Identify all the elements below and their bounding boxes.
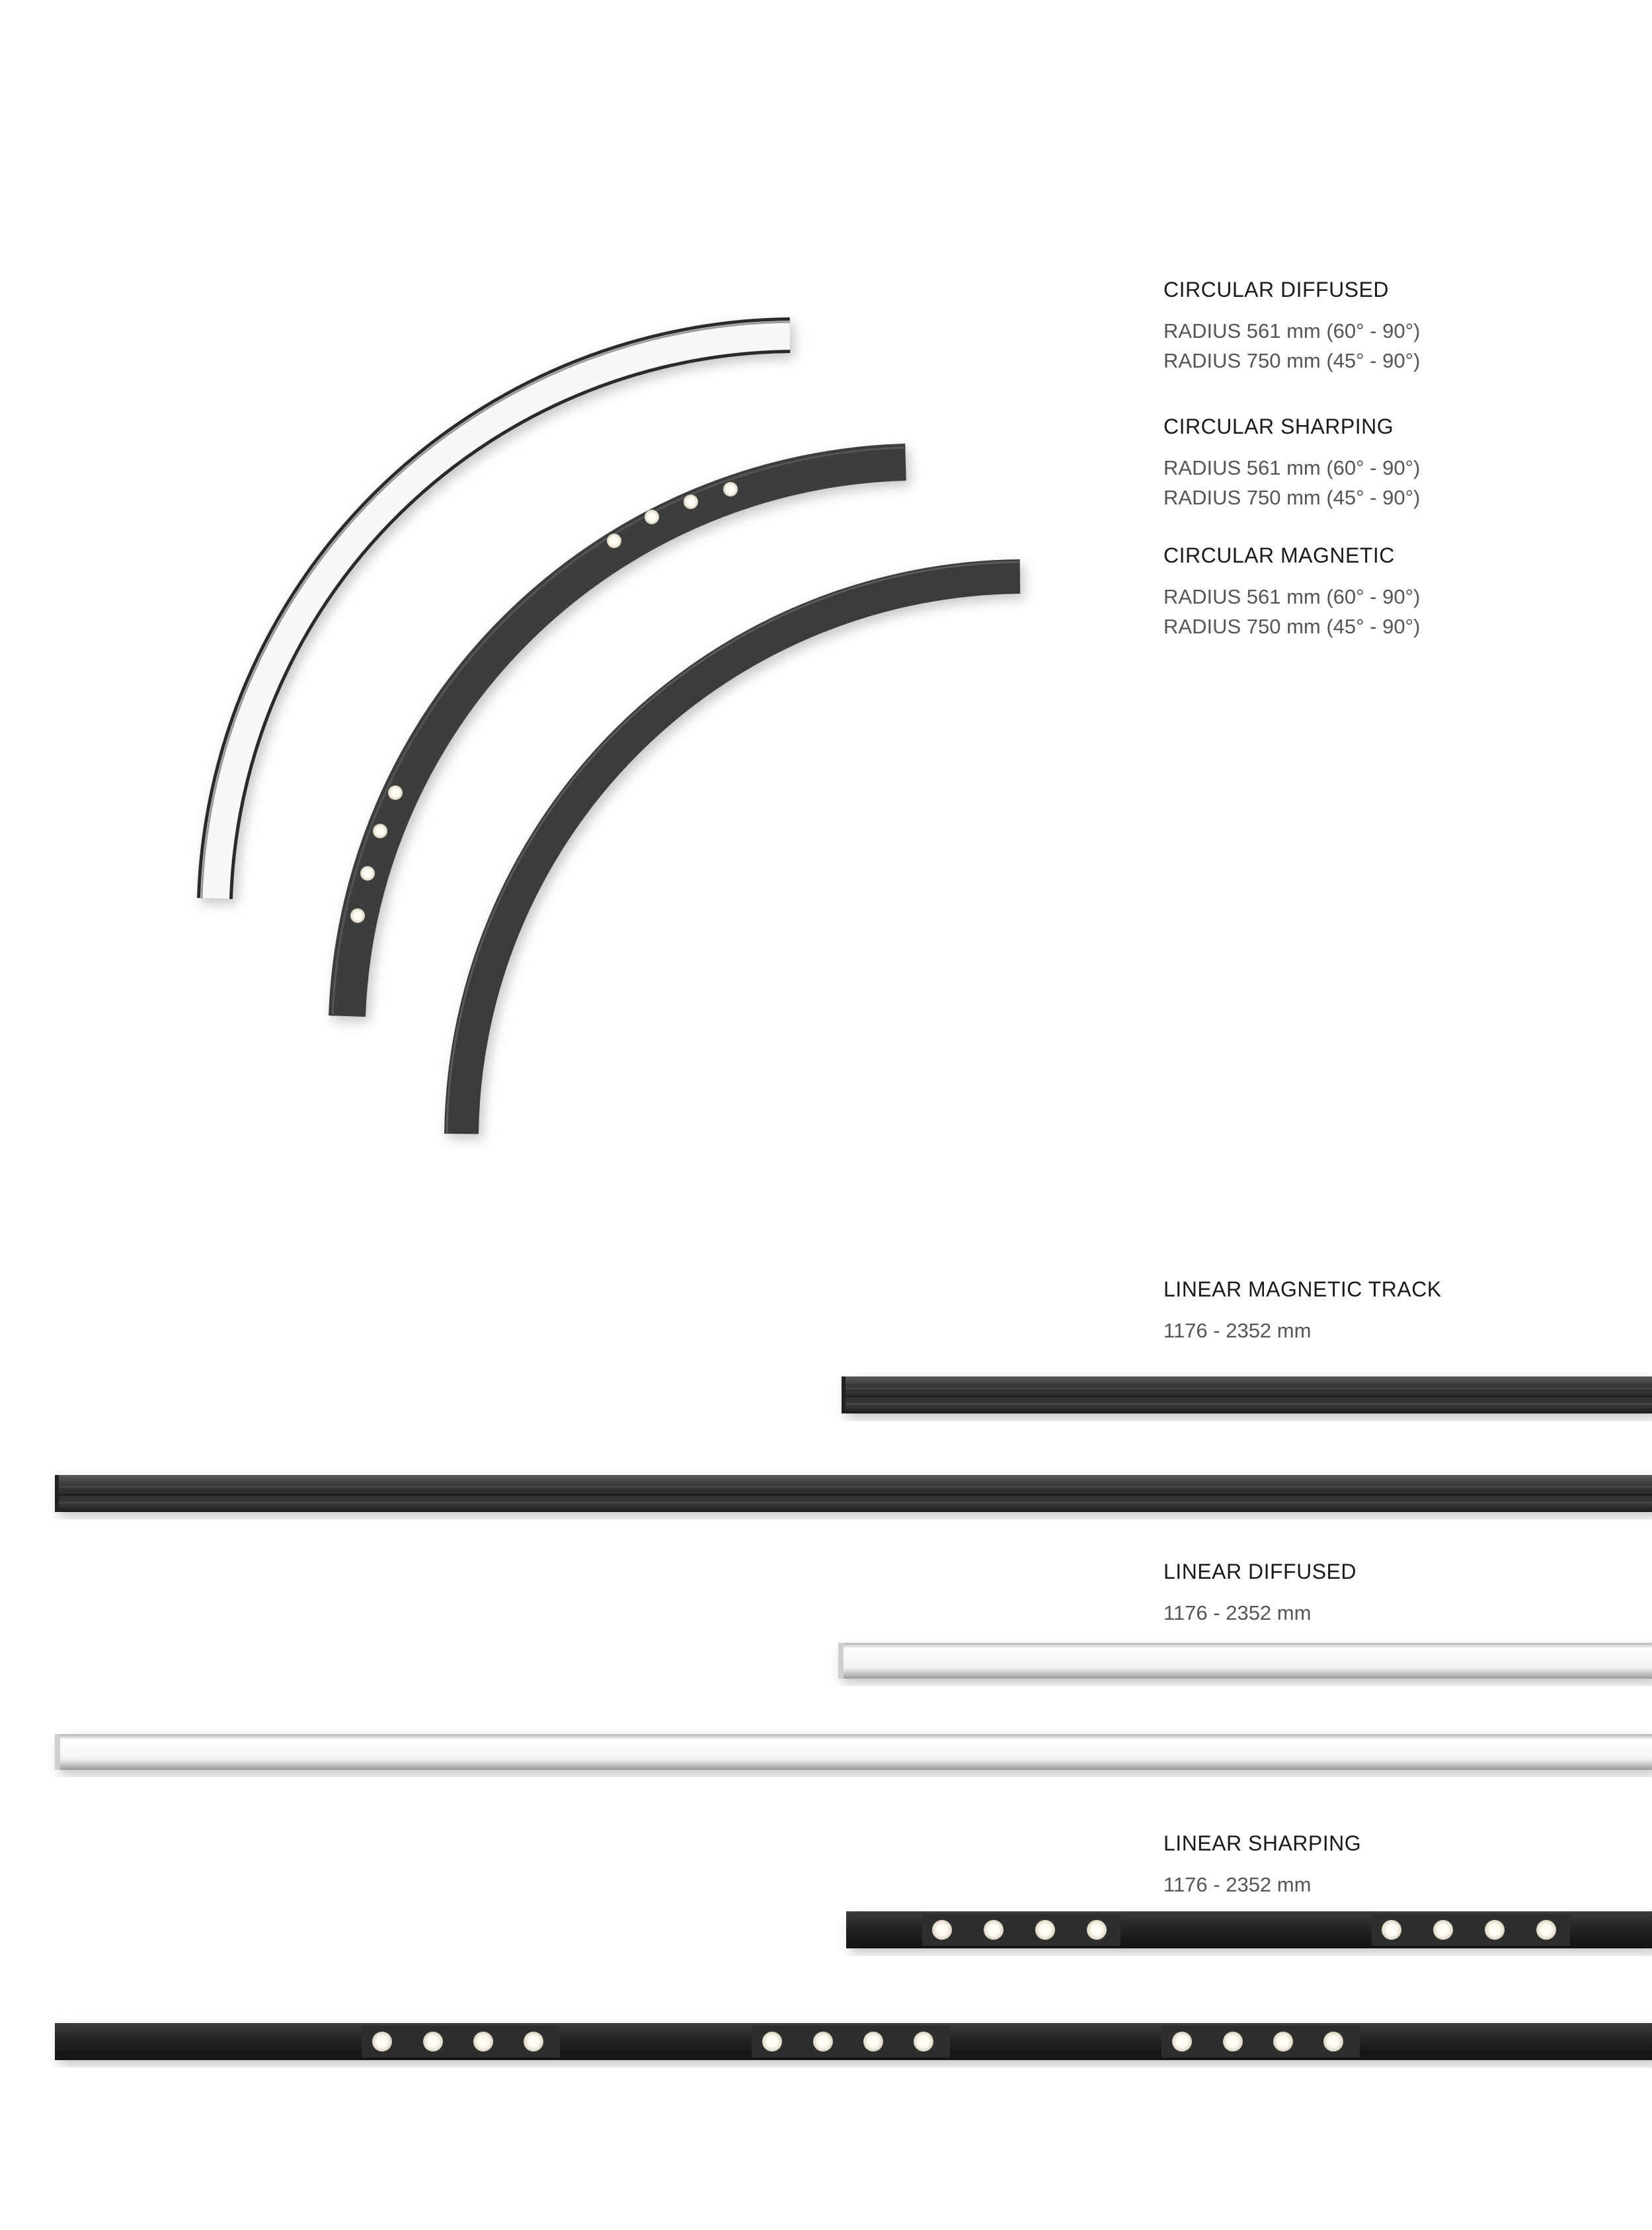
product-title: CIRCULAR DIFFUSED xyxy=(1163,278,1389,301)
circular-magnetic-arc xyxy=(447,562,1020,1134)
product-title: LINEAR SHARPING xyxy=(1163,1831,1362,1855)
product-title: CIRCULAR MAGNETIC xyxy=(1163,543,1395,567)
product-title: LINEAR MAGNETIC TRACK xyxy=(1163,1277,1442,1301)
circular-diffused-info xyxy=(1163,276,1420,376)
linear-magnetic-track-long xyxy=(55,1475,1652,1512)
linear-magnetic-track-info xyxy=(1163,1276,1442,1345)
linear-diffused-long xyxy=(55,1734,1652,1770)
spec-line: RADIUS 750 mm (45° - 90°) xyxy=(1163,615,1421,638)
linear-diffused-short xyxy=(838,1643,1652,1679)
spec-line: RADIUS 561 mm (60° - 90°) xyxy=(1163,585,1421,608)
spec-line: RADIUS 750 mm (45° - 90°) xyxy=(1163,486,1421,509)
circular-magnetic-info xyxy=(1163,542,1420,641)
product-title: LINEAR DIFFUSED xyxy=(1163,1560,1357,1583)
linear-sharping-long-leds xyxy=(362,2026,1360,2057)
spec-line: RADIUS 561 mm (60° - 90°) xyxy=(1163,319,1421,342)
circular-diffused-arc xyxy=(202,322,790,898)
length-range: 1176 - 2352 mm xyxy=(1163,1873,1312,1896)
spec-line: RADIUS 750 mm (45° - 90°) xyxy=(1163,349,1421,372)
length-range: 1176 - 2352 mm xyxy=(1163,1601,1312,1624)
linear-magnetic-track-short xyxy=(842,1376,1652,1414)
circular-sharping-info xyxy=(1163,413,1420,512)
length-range: 1176 - 2352 mm xyxy=(1163,1319,1312,1342)
product-title: CIRCULAR SHARPING xyxy=(1163,415,1394,438)
linear-sharping-info xyxy=(1163,1830,1361,1899)
linear-diffused-info xyxy=(1163,1558,1357,1628)
spec-line: RADIUS 561 mm (60° - 90°) xyxy=(1163,456,1421,479)
